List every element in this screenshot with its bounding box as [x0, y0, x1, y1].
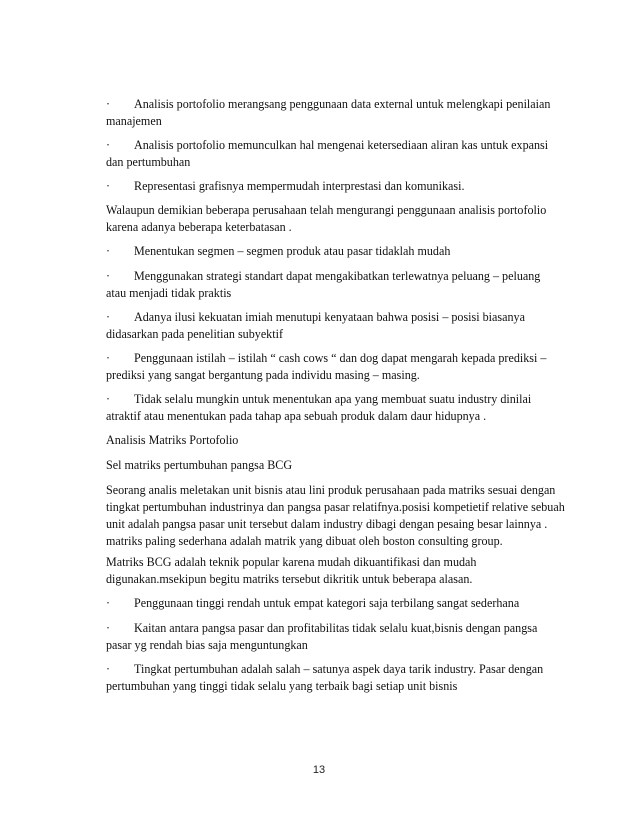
- paragraph-line: Penggunaan tinggi rendah untuk empat kategori saja terbilang sangat sederhana: [134, 596, 520, 610]
- paragraph-line: Walaupun demikian beberapa perusahaan telah mengurangi penggunaan analisis portofolio: [106, 203, 547, 217]
- bullet-marker: ·: [106, 97, 111, 111]
- paragraph-line: matriks paling sederhana adalah matrik yang dibuat oleh boston consulting group.: [106, 534, 503, 548]
- paragraph-line: Kaitan antara pangsa pasar dan profitabilitas tidak selalu kuat,bisnis dengan pangsa: [134, 621, 538, 635]
- bullet-marker: ·: [106, 138, 111, 152]
- bullet-marker: ·: [106, 662, 111, 676]
- paragraph-line: didasarkan pada penelitian subyektif: [106, 327, 283, 341]
- heading-line: Sel matriks pertumbuhan pangsa BCG: [106, 458, 293, 472]
- page-number: 13: [312, 764, 326, 776]
- bullet-paragraph-5: [106, 243, 546, 260]
- paragraph-line: tingkat pertumbuhan industrinya dan pangsa pasar relatifnya.posisi kompetietif relative sebuah: [106, 500, 565, 514]
- paragraph-line: atraktif atau menentukan pada tahap apa sebuah produk dalam daur hidupnya .: [106, 409, 487, 423]
- paragraph-line: prediksi yang sangat bergantung pada individu masing – masing.: [106, 368, 420, 382]
- bullet-paragraph-16: [106, 661, 546, 695]
- heading-line: Analisis Matriks Portofolio: [106, 433, 239, 447]
- paragraph-line: pertumbuhan yang tinggi tidak selalu yang terbaik bagi setiap unit bisnis: [106, 679, 458, 693]
- paragraph-line: Penggunaan istilah – istilah “ cash cows “ dan dog dapat mengarah kepada prediksi –: [134, 351, 547, 365]
- bullet-marker: ·: [106, 621, 111, 635]
- paragraph-line: Menentukan segmen – segmen produk atau pasar tidaklah mudah: [134, 244, 451, 258]
- section-heading-analisis: [106, 432, 546, 449]
- bullet-paragraph-1: [106, 96, 551, 130]
- paragraph-line: Seorang analis meletakan unit bisnis atau lini produk perusahaan pada matriks sesuai dengan: [106, 483, 556, 497]
- paragraph-12: [106, 482, 565, 550]
- paragraph-line: atau menjadi tidak praktis: [106, 286, 232, 300]
- paragraph-line: karena adanya beberapa keterbatasan .: [106, 220, 292, 234]
- bullet-paragraph-14: [106, 595, 546, 612]
- bullet-marker: ·: [106, 269, 111, 283]
- paragraph-line: digunakan.msekipun begitu matriks tersebut dikritik untuk beberapa alasan.: [106, 572, 473, 586]
- bullet-paragraph-3: [106, 178, 546, 195]
- bullet-marker: ·: [106, 179, 111, 193]
- paragraph-line: unit adalah pangsa pasar unit tersebut dalam industry dibagi dengan pesaing besar lainnya .: [106, 517, 548, 531]
- paragraph-line: Analisis portofolio memunculkan hal mengenai ketersediaan aliran kas untuk expansi: [134, 138, 549, 152]
- paragraph-line: manajemen: [106, 114, 162, 128]
- paragraph-line: Menggunakan strategi standart dapat mengakibatkan terlewatnya peluang – peluang: [134, 269, 541, 283]
- paragraph-line: dan pertumbuhan: [106, 155, 191, 169]
- paragraph-line: Tidak selalu mungkin untuk menentukan apa yang membuat suatu industry dinilai: [134, 392, 532, 406]
- paragraph-line: Adanya ilusi kekuatan imiah menutupi kenyataan bahwa posisi – posisi biasanya: [134, 310, 525, 324]
- bullet-marker: ·: [106, 351, 111, 365]
- paragraph-line: Representasi grafisnya mempermudah interprestasi dan komunikasi.: [134, 179, 465, 193]
- bullet-paragraph-2: [106, 137, 549, 171]
- bullet-paragraph-8: [106, 350, 546, 384]
- paragraph-line: pasar yg rendah bias saja menguntungkan: [106, 638, 308, 652]
- section-heading-sel-matriks: [106, 457, 546, 474]
- paragraph-4: [106, 202, 546, 236]
- paragraph-13: [106, 554, 546, 588]
- bullet-paragraph-15: [106, 620, 546, 654]
- bullet-marker: ·: [106, 596, 111, 610]
- bullet-paragraph-7: [106, 309, 546, 343]
- bullet-marker: ·: [106, 244, 111, 258]
- bullet-marker: ·: [106, 392, 111, 406]
- paragraph-line: Analisis portofolio merangsang penggunaan data external untuk melengkapi penilaian: [134, 97, 551, 111]
- paragraph-line: Tingkat pertumbuhan adalah salah – satunya aspek daya tarik industry. Pasar dengan: [134, 662, 544, 676]
- bullet-paragraph-9: [106, 391, 546, 425]
- bullet-paragraph-6: [106, 268, 546, 302]
- bullet-marker: ·: [106, 310, 111, 324]
- paragraph-line: Matriks BCG adalah teknik popular karena mudah dikuantifikasi dan mudah: [106, 555, 477, 569]
